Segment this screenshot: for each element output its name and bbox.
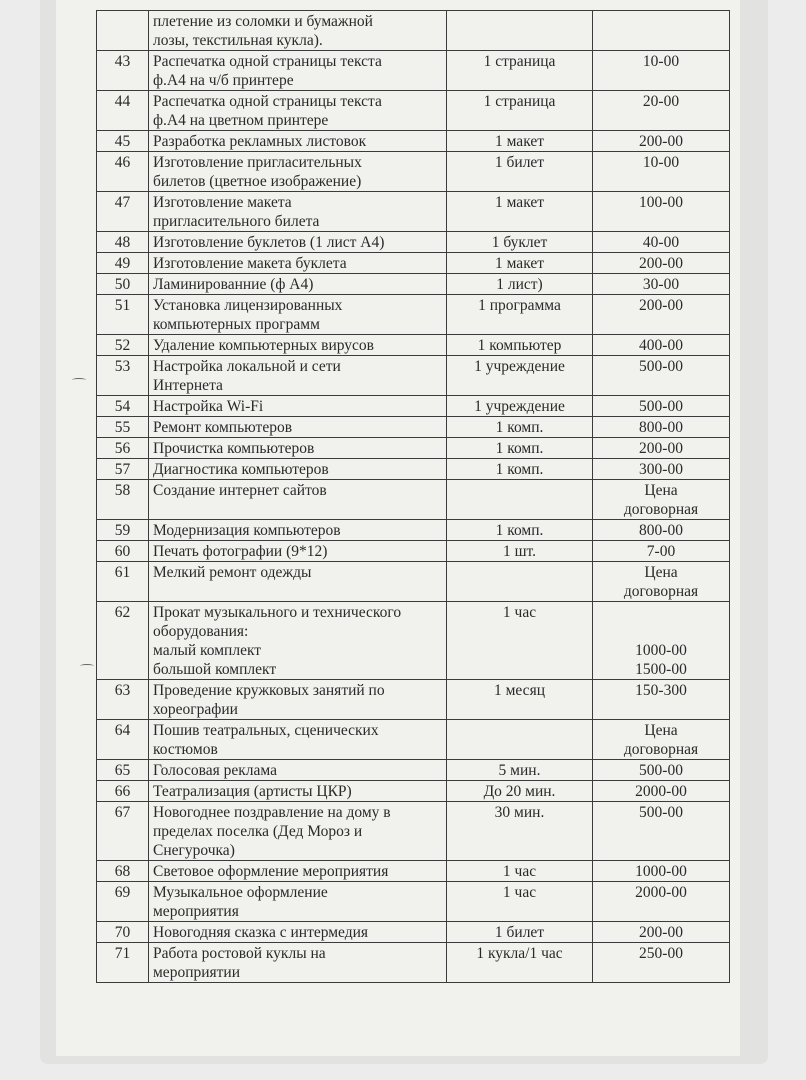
service-name: [149, 396, 447, 417]
service-price: [593, 192, 730, 232]
row-number: 70: [97, 922, 149, 943]
service-name: [149, 760, 447, 781]
paper-edge-mark-upper: [72, 378, 86, 382]
unit-of-measure: [447, 459, 593, 480]
service-price-line: 1000-00: [635, 642, 687, 659]
service-price-line: 500-00: [639, 762, 683, 779]
unit-of-measure-line: 1 билет: [494, 154, 545, 171]
service-name-line: ф.А4 на цветном принтере: [153, 112, 329, 129]
service-name-line: лозы, текстильная кукла).: [153, 32, 323, 49]
unit-of-measure: [447, 861, 593, 882]
unit-of-measure-line: 1 лист): [496, 276, 543, 293]
service-name-line: Модернизация компьютеров: [153, 522, 341, 539]
row-number: 69: [97, 882, 149, 922]
unit-of-measure: [447, 802, 593, 861]
unit-of-measure-line: 1 кукла/1 час: [476, 945, 563, 962]
unit-of-measure: [447, 760, 593, 781]
unit-of-measure-line: 1 комп.: [495, 522, 544, 539]
service-name: [149, 922, 447, 943]
unit-of-measure: [447, 91, 593, 131]
service-name-line: Прочистка компьютеров: [153, 440, 315, 457]
service-price: [593, 131, 730, 152]
row-number: 50: [97, 274, 149, 295]
unit-of-measure: [447, 417, 593, 438]
service-price-line: 300-00: [639, 461, 683, 478]
service-name: [149, 295, 447, 335]
table-row: [97, 602, 730, 680]
paper-edge-mark-lower: [80, 664, 94, 668]
service-name-line: Распечатка одной страницы текста: [153, 93, 382, 110]
table-row: [97, 861, 730, 882]
service-name: [149, 438, 447, 459]
unit-of-measure-line: 1 учреждение: [474, 398, 565, 415]
table-row: [97, 51, 730, 91]
service-price: [593, 232, 730, 253]
row-number: 64: [97, 720, 149, 760]
unit-of-measure: [447, 51, 593, 91]
service-name-line: Распечатка одной страницы текста: [153, 53, 382, 70]
row-number: 71: [97, 943, 149, 983]
row-number: 47: [97, 192, 149, 232]
service-name: [149, 51, 447, 91]
table-row: [97, 91, 730, 131]
unit-of-measure-line: 1 макет: [494, 194, 544, 211]
row-number: 62: [97, 602, 149, 680]
service-price-line: 500-00: [639, 398, 683, 415]
service-price-line: 800-00: [639, 522, 683, 539]
service-price-line: 1500-00: [635, 661, 687, 678]
service-name: [149, 541, 447, 562]
unit-of-measure: [447, 781, 593, 802]
unit-of-measure: [447, 541, 593, 562]
table-row: [97, 152, 730, 192]
table-row: [97, 943, 730, 983]
service-price: [593, 51, 730, 91]
service-name-line: Установка лицензированных: [153, 297, 343, 314]
service-name-line: Создание интернет сайтов: [153, 482, 327, 499]
service-name-line: Интернета: [153, 377, 223, 394]
table-row: [97, 232, 730, 253]
service-price: [593, 943, 730, 983]
row-number: 60: [97, 541, 149, 562]
service-price: [593, 274, 730, 295]
row-number: 66: [97, 781, 149, 802]
unit-of-measure-line: 1 буклет: [491, 234, 548, 251]
service-name-line: Изготовление буклетов (1 лист А4): [153, 234, 385, 251]
unit-of-measure: [447, 335, 593, 356]
service-name: [149, 680, 447, 720]
service-name: [149, 131, 447, 152]
unit-of-measure-line: До 20 мин.: [483, 783, 556, 800]
service-name: [149, 562, 447, 602]
row-number: 54: [97, 396, 149, 417]
service-price: [593, 602, 730, 680]
service-name-line: Изготовление макета: [153, 194, 292, 211]
service-price-line: договорная: [623, 501, 699, 518]
service-name: [149, 232, 447, 253]
service-name-line: Пошив театральных, сценических: [153, 722, 379, 739]
service-price: [593, 417, 730, 438]
service-price-line: договорная: [623, 583, 699, 600]
service-name-line: Новогодняя сказка с интермедия: [153, 924, 369, 941]
service-price-line: Цена: [644, 722, 678, 739]
service-price-line: 20-00: [642, 93, 680, 110]
unit-of-measure-line: 1 макет: [494, 255, 544, 272]
service-price: [593, 720, 730, 760]
service-price: [593, 459, 730, 480]
service-price-line: договорная: [623, 741, 699, 758]
unit-of-measure: [447, 356, 593, 396]
service-name-line: Изготовление пригласительных: [153, 154, 362, 171]
service-price-line: 1000-00: [635, 863, 687, 880]
service-name-line: Настройка Wi-Fi: [153, 398, 264, 415]
service-price-line: 500-00: [639, 358, 683, 375]
unit-of-measure-line: [451, 12, 588, 31]
service-price-line: 2000-00: [635, 783, 687, 800]
service-name-line: Мелкий ремонт одежды: [153, 564, 312, 581]
service-price-line: 200-00: [639, 924, 683, 941]
row-number: 44: [97, 91, 149, 131]
service-price-line: 150-300: [635, 682, 687, 699]
unit-of-measure-line: [451, 481, 588, 500]
service-price-line: 500-00: [639, 804, 683, 821]
unit-of-measure: [447, 922, 593, 943]
service-price: [593, 680, 730, 720]
service-price-line: 400-00: [639, 337, 683, 354]
service-price-line: 200-00: [639, 440, 683, 457]
table-row: [97, 192, 730, 232]
service-name-line: мероприятии: [153, 964, 241, 981]
row-number: 68: [97, 861, 149, 882]
service-name-line: костюмов: [153, 741, 218, 758]
row-number: 58: [97, 480, 149, 520]
table-row: [97, 760, 730, 781]
unit-of-measure-line: 1 страница: [483, 93, 556, 110]
table-row: [97, 253, 730, 274]
unit-of-measure: [447, 562, 593, 602]
unit-of-measure: [447, 192, 593, 232]
service-name-line: Удаление компьютерных вирусов: [153, 337, 375, 354]
service-name-line: малый комплект: [153, 642, 262, 659]
service-price: [593, 480, 730, 520]
unit-of-measure: [447, 438, 593, 459]
row-number: 46: [97, 152, 149, 192]
table-row: [97, 680, 730, 720]
service-name: [149, 520, 447, 541]
service-name: [149, 417, 447, 438]
service-name-line: Музыкальное оформление: [153, 884, 328, 901]
unit-of-measure: [447, 274, 593, 295]
table-row: [97, 131, 730, 152]
service-price-line: 100-00: [639, 194, 683, 211]
service-name: [149, 943, 447, 983]
table-row: [97, 335, 730, 356]
table-row: [97, 562, 730, 602]
table-row: [97, 802, 730, 861]
row-number: 43: [97, 51, 149, 91]
table-row: [97, 781, 730, 802]
row-number: 61: [97, 562, 149, 602]
service-name-line: Печать фотографии (9*12): [153, 543, 328, 560]
table-row: [97, 417, 730, 438]
service-name: [149, 335, 447, 356]
service-name: [149, 781, 447, 802]
service-price-line: 250-00: [639, 945, 683, 962]
unit-of-measure: [447, 232, 593, 253]
unit-of-measure: [447, 882, 593, 922]
service-name-line: пределах поселка (Дед Мороз и: [153, 823, 363, 840]
service-name: [149, 192, 447, 232]
table-row: [97, 922, 730, 943]
unit-of-measure: [447, 602, 593, 680]
price-list-table: [96, 10, 730, 983]
service-price-line: 200-00: [639, 133, 683, 150]
service-price: [593, 520, 730, 541]
service-name: [149, 861, 447, 882]
service-name-line: Прокат музыкального и технического: [153, 604, 402, 621]
row-number: 45: [97, 131, 149, 152]
table-row: [97, 480, 730, 520]
service-name: [149, 356, 447, 396]
service-name-line: Ламинированние (ф А4): [153, 276, 314, 293]
unit-of-measure-line: 1 компьютер: [477, 337, 562, 354]
table-row: [97, 520, 730, 541]
service-name: [149, 11, 447, 51]
service-price-line: [597, 603, 725, 622]
unit-of-measure-line: 1 час: [502, 604, 537, 621]
unit-of-measure: [447, 253, 593, 274]
unit-of-measure: [447, 680, 593, 720]
service-name-line: Разработка рекламных листовок: [153, 133, 367, 150]
row-number: 65: [97, 760, 149, 781]
service-name: [149, 152, 447, 192]
table-row: [97, 459, 730, 480]
unit-of-measure-line: 1 месяц: [493, 682, 545, 699]
service-name-line: Театрализация (артисты ЦКР): [153, 783, 352, 800]
service-name-line: билетов (цветное изображение): [153, 173, 362, 190]
service-price: [593, 356, 730, 396]
row-number: 53: [97, 356, 149, 396]
service-name-line: Ремонт компьютеров: [153, 419, 293, 436]
service-price: [593, 152, 730, 192]
row-number: 59: [97, 520, 149, 541]
row-number: 63: [97, 680, 149, 720]
service-name-line: Голосовая реклама: [153, 762, 277, 779]
table-row: [97, 438, 730, 459]
service-name-line: пригласительного билета: [153, 213, 320, 230]
service-price-line: 7-00: [646, 543, 676, 560]
unit-of-measure: [447, 943, 593, 983]
service-name: [149, 882, 447, 922]
service-price: [593, 253, 730, 274]
service-price: [593, 396, 730, 417]
unit-of-measure-line: 1 страница: [483, 53, 556, 70]
table-row: [97, 720, 730, 760]
unit-of-measure: [447, 295, 593, 335]
unit-of-measure: [447, 11, 593, 51]
unit-of-measure-line: [451, 721, 588, 740]
service-price-line: [597, 622, 725, 641]
service-name-line: Диагностика компьютеров: [153, 461, 329, 478]
service-price: [593, 562, 730, 602]
service-price-line: 2000-00: [635, 884, 687, 901]
table-row: [97, 11, 730, 51]
service-name-line: Настройка локальной и сети: [153, 358, 341, 375]
service-price-line: 40-00: [642, 234, 680, 251]
row-number: 48: [97, 232, 149, 253]
row-number: 57: [97, 459, 149, 480]
row-number: [97, 11, 149, 51]
service-name-line: плетение из соломки и бумажной: [153, 13, 373, 30]
service-price: [593, 91, 730, 131]
service-price: [593, 802, 730, 861]
unit-of-measure: [447, 720, 593, 760]
unit-of-measure-line: 1 билет: [494, 924, 545, 941]
service-price-line: Цена: [644, 482, 678, 499]
service-price-line: 30-00: [642, 276, 680, 293]
service-price-line: 200-00: [639, 255, 683, 272]
service-price: [593, 882, 730, 922]
unit-of-measure: [447, 396, 593, 417]
service-name-line: компьютерных программ: [153, 316, 320, 333]
service-price: [593, 922, 730, 943]
table-row: [97, 882, 730, 922]
table-row: [97, 274, 730, 295]
service-price-line: 800-00: [639, 419, 683, 436]
row-number: 67: [97, 802, 149, 861]
unit-of-measure-line: 1 программа: [478, 297, 561, 314]
unit-of-measure-line: 1 комп.: [495, 461, 544, 478]
table-row: [97, 356, 730, 396]
unit-of-measure-line: 1 час: [502, 884, 537, 901]
service-name-line: Изготовление макета буклета: [153, 255, 347, 272]
service-name: [149, 802, 447, 861]
service-price: [593, 541, 730, 562]
unit-of-measure-line: [451, 563, 588, 582]
service-name: [149, 253, 447, 274]
service-name: [149, 459, 447, 480]
service-name-line: большой комплект: [153, 661, 277, 678]
service-price-line: Цена: [644, 564, 678, 581]
row-number: 55: [97, 417, 149, 438]
service-name-line: хореографии: [153, 701, 238, 718]
service-name-line: оборудования:: [153, 623, 249, 640]
service-price: [593, 11, 730, 51]
service-name: [149, 274, 447, 295]
unit-of-measure: [447, 480, 593, 520]
service-price: [593, 335, 730, 356]
service-price: [593, 295, 730, 335]
unit-of-measure-line: 1 комп.: [495, 419, 544, 436]
unit-of-measure: [447, 152, 593, 192]
service-price: [593, 760, 730, 781]
row-number: 51: [97, 295, 149, 335]
service-price: [593, 438, 730, 459]
service-price-line: 10-00: [642, 53, 680, 70]
row-number: 56: [97, 438, 149, 459]
unit-of-measure-line: 1 макет: [494, 133, 544, 150]
service-name-line: мероприятия: [153, 903, 239, 920]
service-name-line: Работа ростовой куклы на: [153, 945, 326, 962]
service-name: [149, 602, 447, 680]
service-name-line: Световое оформление мероприятия: [153, 863, 389, 880]
unit-of-measure-line: 30 мин.: [494, 804, 545, 821]
service-price-line: 10-00: [642, 154, 680, 171]
row-number: 52: [97, 335, 149, 356]
unit-of-measure-line: 1 шт.: [502, 543, 537, 560]
service-price-line: 200-00: [639, 297, 683, 314]
unit-of-measure-line: 5 мин.: [498, 762, 541, 779]
unit-of-measure: [447, 131, 593, 152]
service-name: [149, 480, 447, 520]
unit-of-measure: [447, 520, 593, 541]
unit-of-measure-line: 1 час: [502, 863, 537, 880]
unit-of-measure-line: 1 комп.: [495, 440, 544, 457]
service-name-line: ф.А4 на ч/б принтере: [153, 72, 294, 89]
service-price-line: [597, 12, 725, 31]
service-name: [149, 91, 447, 131]
service-price: [593, 781, 730, 802]
service-name-line: Проведение кружковых занятий по: [153, 682, 385, 699]
table-row: [97, 295, 730, 335]
table-row: [97, 396, 730, 417]
unit-of-measure-line: 1 учреждение: [474, 358, 565, 375]
price-list-body: [97, 11, 730, 983]
table-row: [97, 541, 730, 562]
row-number: 49: [97, 253, 149, 274]
service-name: [149, 720, 447, 760]
service-name-line: Снегурочка): [153, 842, 235, 859]
service-name-line: Новогоднее поздравление на дому в: [153, 804, 391, 821]
service-price: [593, 861, 730, 882]
